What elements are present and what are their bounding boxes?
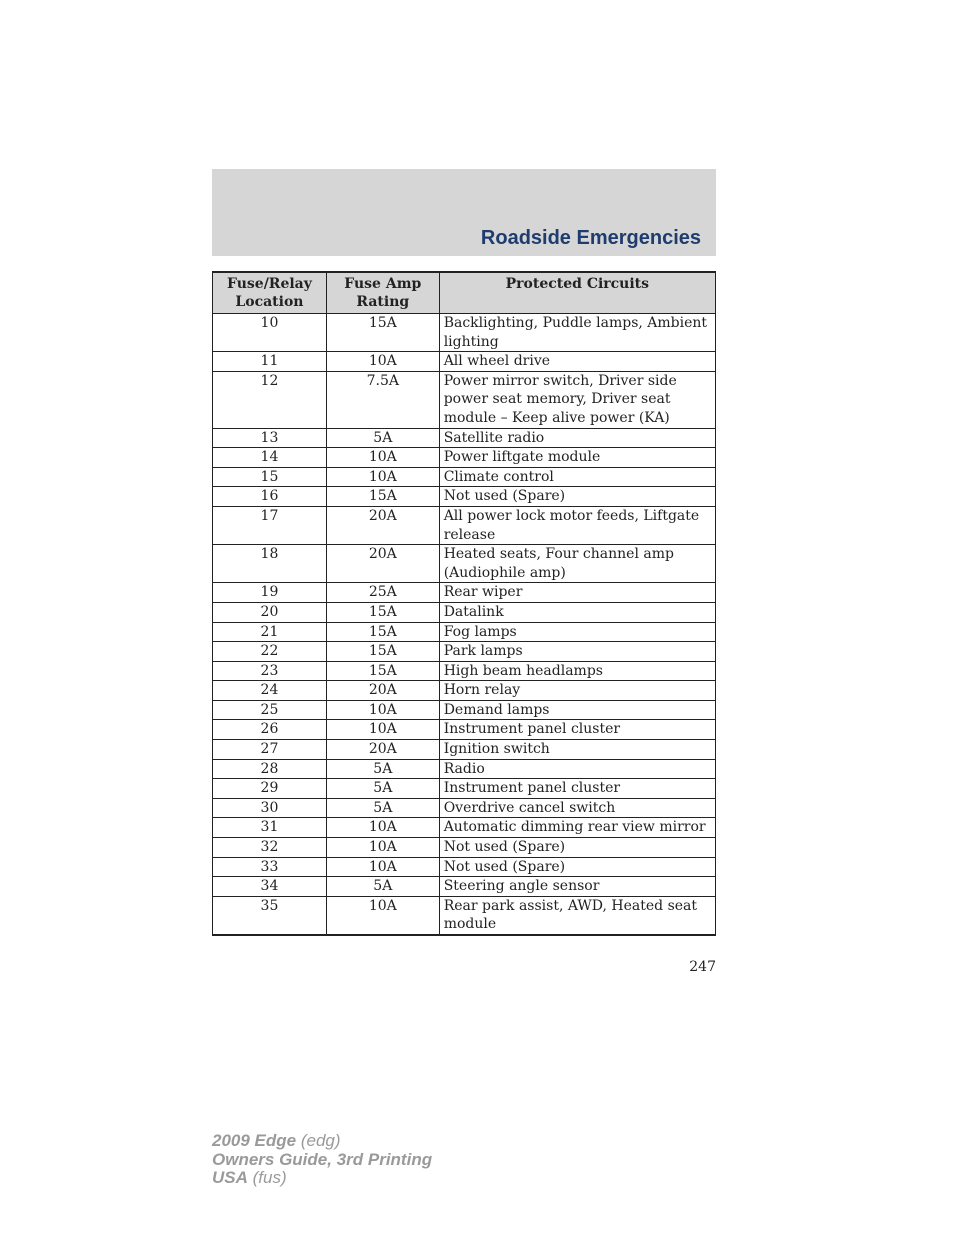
table-row (213, 622, 716, 642)
protected-circuits-cell: All power lock motor feeds, Liftgate release (439, 506, 715, 544)
fuse-location-cell: 29 (213, 779, 327, 799)
fuse-amp-cell: 5A (326, 428, 439, 448)
table-row (213, 740, 716, 760)
table-header-row (213, 272, 716, 314)
fuse-amp-cell: 20A (326, 545, 439, 583)
protected-circuits-cell: Overdrive cancel switch (439, 798, 715, 818)
fuse-location-cell: 28 (213, 759, 327, 779)
fuse-table-body (213, 314, 716, 936)
fuse-location-cell: 10 (213, 314, 327, 352)
fuse-amp-cell: 15A (326, 487, 439, 507)
protected-circuits-cell: Automatic dimming rear view mirror (439, 818, 715, 838)
table-row (213, 352, 716, 372)
fuse-amp-cell: 15A (326, 602, 439, 622)
fuse-amp-cell: 10A (326, 467, 439, 487)
protected-circuits-cell: Instrument panel cluster (439, 720, 715, 740)
fuse-amp-cell: 20A (326, 506, 439, 544)
fuse-location-cell: 16 (213, 487, 327, 507)
fuse-location-cell: 14 (213, 448, 327, 468)
protected-circuits-cell: Demand lamps (439, 700, 715, 720)
protected-circuits-cell: Datalink (439, 602, 715, 622)
protected-circuits-cell: Park lamps (439, 642, 715, 662)
fuse-amp-cell: 10A (326, 352, 439, 372)
fuse-location-cell: 13 (213, 428, 327, 448)
fuse-location-cell: 27 (213, 740, 327, 760)
fuse-amp-cell: 10A (326, 700, 439, 720)
table-row (213, 506, 716, 544)
footer-model: 2009 Edge (212, 1131, 297, 1150)
fuse-amp-cell: 10A (326, 896, 439, 935)
fuse-amp-cell: 25A (326, 583, 439, 603)
fuse-amp-cell: 15A (326, 661, 439, 681)
fuse-amp-cell: 10A (326, 838, 439, 858)
fuse-amp-cell: 15A (326, 314, 439, 352)
footer-line-3 (212, 1169, 432, 1188)
table-row (213, 314, 716, 352)
fuse-amp-cell: 5A (326, 759, 439, 779)
fuse-location-cell: 15 (213, 467, 327, 487)
table-row (213, 487, 716, 507)
fuse-location-cell: 24 (213, 681, 327, 701)
fuse-amp-cell: 20A (326, 681, 439, 701)
document-footer (212, 1132, 432, 1188)
protected-circuits-cell: Rear wiper (439, 583, 715, 603)
table-row (213, 661, 716, 681)
table-row (213, 681, 716, 701)
protected-circuits-cell: Not used (Spare) (439, 838, 715, 858)
table-row (213, 896, 716, 935)
fuse-amp-cell: 15A (326, 622, 439, 642)
table-row (213, 428, 716, 448)
fuse-location-cell: 12 (213, 371, 327, 428)
fuse-amp-cell: 10A (326, 720, 439, 740)
fuse-location-cell: 18 (213, 545, 327, 583)
table-row (213, 448, 716, 468)
fuse-location-cell: 34 (213, 877, 327, 897)
table-row (213, 759, 716, 779)
fuse-location-cell: 11 (213, 352, 327, 372)
fuse-location-cell: 19 (213, 583, 327, 603)
table-row (213, 700, 716, 720)
fuse-table (212, 271, 716, 936)
protected-circuits-cell: Not used (Spare) (439, 857, 715, 877)
fuse-location-cell: 32 (213, 838, 327, 858)
fuse-amp-cell: 20A (326, 740, 439, 760)
fuse-location-cell: 30 (213, 798, 327, 818)
protected-circuits-cell: All wheel drive (439, 352, 715, 372)
table-row (213, 818, 716, 838)
protected-circuits-cell: Backlighting, Puddle lamps, Ambient lighting (439, 314, 715, 352)
column-header-amp-rating: Fuse Amp Rating (326, 272, 439, 314)
section-title: Roadside Emergencies (480, 227, 701, 249)
table-row (213, 798, 716, 818)
protected-circuits-cell: Rear park assist, AWD, Heated seat module (439, 896, 715, 935)
page-number: 247 (689, 959, 716, 975)
table-row (213, 779, 716, 799)
footer-model-code: (edg) (300, 1131, 341, 1150)
protected-circuits-cell: Fog lamps (439, 622, 715, 642)
fuse-amp-cell: 5A (326, 779, 439, 799)
table-row (213, 371, 716, 428)
protected-circuits-cell: Heated seats, Four channel amp (Audiophile amp) (439, 545, 715, 583)
footer-region: USA (212, 1168, 248, 1187)
column-header-circuits: Protected Circuits (439, 272, 715, 314)
table-row (213, 583, 716, 603)
protected-circuits-cell: Satellite radio (439, 428, 715, 448)
fuse-location-cell: 21 (213, 622, 327, 642)
table-row (213, 857, 716, 877)
fuse-amp-cell: 15A (326, 642, 439, 662)
fuse-amp-cell: 10A (326, 818, 439, 838)
protected-circuits-cell: Climate control (439, 467, 715, 487)
table-row (213, 545, 716, 583)
table-row (213, 602, 716, 622)
protected-circuits-cell: Instrument panel cluster (439, 779, 715, 799)
table-row (213, 838, 716, 858)
fuse-location-cell: 20 (213, 602, 327, 622)
fuse-location-cell: 33 (213, 857, 327, 877)
table-row (213, 877, 716, 897)
footer-guide: Owners Guide, 3rd Printing (212, 1149, 433, 1169)
fuse-amp-cell: 10A (326, 857, 439, 877)
fuse-location-cell: 23 (213, 661, 327, 681)
fuse-location-cell: 31 (213, 818, 327, 838)
fuse-location-cell: 26 (213, 720, 327, 740)
protected-circuits-cell: Horn relay (439, 681, 715, 701)
fuse-location-cell: 35 (213, 896, 327, 935)
fuse-amp-cell: 5A (326, 798, 439, 818)
protected-circuits-cell: Ignition switch (439, 740, 715, 760)
fuse-location-cell: 17 (213, 506, 327, 544)
footer-region-code: (fus) (252, 1168, 287, 1187)
fuse-amp-cell: 7.5A (326, 371, 439, 428)
fuse-location-cell: 22 (213, 642, 327, 662)
section-header (212, 169, 716, 256)
footer-line-2 (212, 1151, 432, 1170)
protected-circuits-cell: High beam headlamps (439, 661, 715, 681)
table-row (213, 467, 716, 487)
protected-circuits-cell: Steering angle sensor (439, 877, 715, 897)
column-header-location: Fuse/Relay Location (213, 272, 327, 314)
protected-circuits-cell: Radio (439, 759, 715, 779)
fuse-location-cell: 25 (213, 700, 327, 720)
fuse-amp-cell: 5A (326, 877, 439, 897)
fuse-amp-cell: 10A (326, 448, 439, 468)
table-row (213, 720, 716, 740)
protected-circuits-cell: Power liftgate module (439, 448, 715, 468)
protected-circuits-cell: Power mirror switch, Driver side power seat memory, Driver seat module – Keep alive power (KA) (439, 371, 715, 428)
protected-circuits-cell: Not used (Spare) (439, 487, 715, 507)
footer-line-1 (212, 1132, 432, 1151)
table-row (213, 642, 716, 662)
